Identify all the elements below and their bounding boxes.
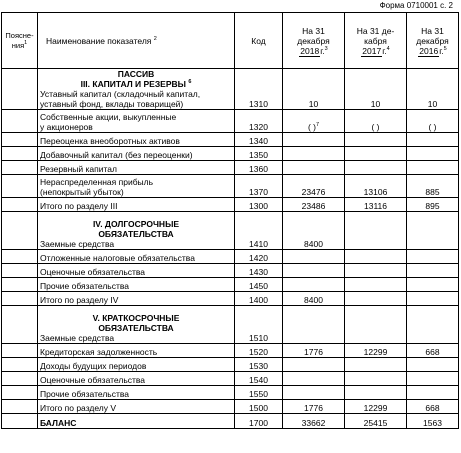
value-2017: 13116 bbox=[345, 198, 407, 212]
row-code: 1550 bbox=[235, 386, 283, 400]
row-name: Заемные средства bbox=[40, 333, 115, 343]
period-2018-header: На 31 декабря 2018г.$^3$ bbox=[283, 13, 345, 69]
value-2018: 1776 bbox=[283, 400, 345, 414]
row-name: Переоценка внеоборотных активов bbox=[38, 133, 235, 147]
form-code: Форма 0710001 с. 2 bbox=[379, 1, 453, 10]
value-2017: 12299 bbox=[345, 400, 407, 414]
balance-row bbox=[2, 414, 459, 429]
row-name: Прочие обязательства bbox=[38, 386, 235, 400]
row-code: 1500 bbox=[235, 400, 283, 414]
row-name: Итого по разделу III bbox=[38, 198, 235, 212]
table-row bbox=[2, 358, 459, 372]
row-name: Итого по разделу V bbox=[38, 400, 235, 414]
value-2017: ( ) bbox=[345, 110, 407, 133]
row-code: 1350 bbox=[235, 147, 283, 161]
row-code: 1370 bbox=[235, 175, 283, 198]
table-row bbox=[2, 278, 459, 292]
value-2016: ( ) bbox=[407, 110, 459, 133]
period-2017-header: На 31 де- кабря 2017г.$^4$ bbox=[345, 13, 407, 69]
value-2016: 1563 bbox=[407, 414, 459, 429]
row-name: Прочие обязательства bbox=[38, 278, 235, 292]
section-total-row bbox=[2, 400, 459, 414]
value-2016: 10 bbox=[407, 69, 459, 110]
row-code: 1540 bbox=[235, 372, 283, 386]
value-2018: 33662 bbox=[283, 414, 345, 429]
row-code: 1520 bbox=[235, 344, 283, 358]
liabilities-table bbox=[1, 12, 459, 429]
row-code: 1320 bbox=[235, 110, 283, 133]
table-row bbox=[2, 69, 459, 110]
value-2016: 895 bbox=[407, 198, 459, 212]
section-total-row bbox=[2, 292, 459, 306]
value-2018: ( )$^7$ bbox=[283, 110, 345, 133]
row-name: Оценочные обязательства bbox=[38, 264, 235, 278]
value-2018: 23476 bbox=[283, 175, 345, 198]
row-code: 1360 bbox=[235, 161, 283, 175]
row-name: Уставный капитал (складочный капитал, bbox=[40, 89, 201, 99]
row-name: Собственные акции, выкупленные у акционеров bbox=[38, 110, 235, 133]
value-2018: 1776 bbox=[283, 344, 345, 358]
row-name: уставный фонд, вклады товарищей) bbox=[40, 99, 184, 109]
table-row bbox=[2, 250, 459, 264]
table-row bbox=[2, 306, 459, 344]
row-code: 1300 bbox=[235, 198, 283, 212]
row-code: 1530 bbox=[235, 358, 283, 372]
row-code: 1410 bbox=[235, 212, 283, 250]
value-2018: 8400 bbox=[283, 212, 345, 250]
row-code: 1430 bbox=[235, 264, 283, 278]
value-2017: 25415 bbox=[345, 414, 407, 429]
table-row bbox=[2, 372, 459, 386]
table-row bbox=[2, 175, 459, 198]
table-row bbox=[2, 386, 459, 400]
row-name: Кредиторская задолженность bbox=[38, 344, 235, 358]
indicator-name-header: Наименование показателя $^2$ bbox=[38, 13, 235, 69]
row-name: Отложенные налоговые обязательства bbox=[38, 250, 235, 264]
row-name: БАЛАНС bbox=[38, 414, 235, 429]
row-code: 1420 bbox=[235, 250, 283, 264]
row-name: Доходы будущих периодов bbox=[38, 358, 235, 372]
section-5-heading: V. КРАТКОСРОЧНЫЕ ОБЯЗАТЕЛЬСТВА bbox=[92, 313, 180, 333]
notes-header: Поясне-ния$^1$ bbox=[2, 13, 38, 69]
value-2018: 23486 bbox=[283, 198, 345, 212]
table-header-row bbox=[2, 13, 459, 69]
table-row bbox=[2, 264, 459, 278]
table-row bbox=[2, 212, 459, 250]
table-row bbox=[2, 133, 459, 147]
row-name: Заемные средства bbox=[40, 239, 115, 249]
section-total-row bbox=[2, 198, 459, 212]
row-code: 1400 bbox=[235, 292, 283, 306]
value-2017: 13106 bbox=[345, 175, 407, 198]
table-row bbox=[2, 161, 459, 175]
value-2018: 8400 bbox=[283, 292, 345, 306]
row-name: Оценочные обязательства bbox=[38, 372, 235, 386]
row-code: 1450 bbox=[235, 278, 283, 292]
value-2017: 10 bbox=[345, 69, 407, 110]
table-row bbox=[2, 110, 459, 133]
section-3-heading: III. КАПИТАЛ И РЕЗЕРВЫ $^6$ bbox=[80, 79, 192, 89]
row-name: Нераспределенная прибыль (непокрытый убыток) bbox=[38, 175, 235, 198]
passive-heading: ПАССИВ bbox=[117, 69, 155, 79]
code-header: Код bbox=[235, 13, 283, 69]
value-2016: 668 bbox=[407, 400, 459, 414]
row-name: Добавочный капитал (без переоценки) bbox=[38, 147, 235, 161]
table-row bbox=[2, 344, 459, 358]
row-code: 1310 bbox=[235, 69, 283, 110]
value-2017: 12299 bbox=[345, 344, 407, 358]
value-2016: 885 bbox=[407, 175, 459, 198]
period-2016-header: На 31 декабря 2016г.$^5$ bbox=[407, 13, 459, 69]
row-code: 1700 bbox=[235, 414, 283, 429]
section-4-heading: IV. ДОЛГОСРОЧНЫЕ ОБЯЗАТЕЛЬСТВА bbox=[92, 219, 180, 239]
row-name: Итого по разделу IV bbox=[38, 292, 235, 306]
row-code: 1340 bbox=[235, 133, 283, 147]
balance-sheet bbox=[1, 12, 458, 429]
row-code: 1510 bbox=[235, 306, 283, 344]
value-2018: 10 bbox=[283, 69, 345, 110]
row-name: Резервный капитал bbox=[38, 161, 235, 175]
value-2016: 668 bbox=[407, 344, 459, 358]
table-row bbox=[2, 147, 459, 161]
